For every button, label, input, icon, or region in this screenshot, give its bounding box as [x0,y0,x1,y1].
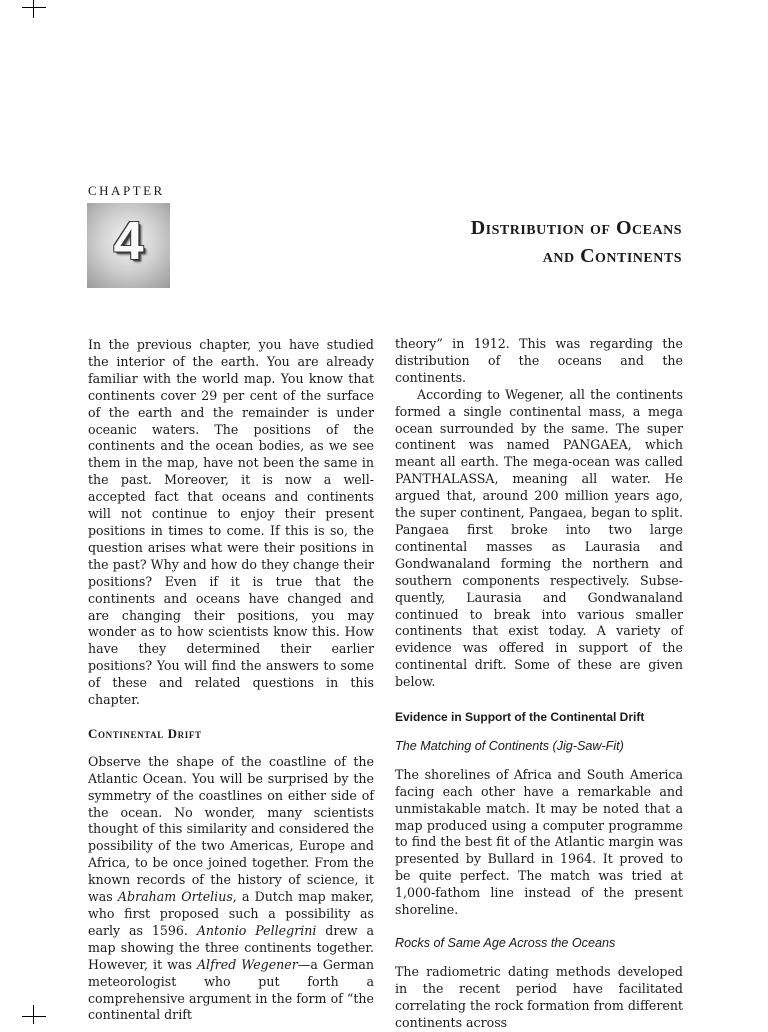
evidence-heading: Evidence in Support of the Continental Drift [395,710,645,725]
chapter-number: 4 [113,211,144,271]
crop-mark-top-left-horizontal [22,7,46,8]
chapter-label: CHAPTER [88,183,165,198]
jigsaw-paragraph: The shorelines of Africa and South America facing each other have a remarkable and unmistakable match. It may be noted that a map produced using a computer programme to find the best fit of the Atlantic margin was presented by Bullard in 1964. It proved to be quite perfect. The match was tried at 1,000-fathom line instead of the present shoreline. [395,766,683,918]
intro-paragraph: In the previous chapter, you have studied the interior of the earth. You are already familiar with the world map. You know that continents cover 29 per cent of the surface of the earth and the remainder is under oceanic waters. The positions of the continents and the ocean bodies, as we see them in the map, have not been the same in the past. Moreover, it is now a well-accepted fact that oceans and continents will not continue to enjoy their present positions in times to come. If this is so, the question arises what were their positions in the past? Why and how do they change their positions? Even if it is true that the continents and oceans have changed and are changing their positions, you may wonder as to how scientists know this. How have they determined their earlier positions? You will find the answers to some of these and related questions in this chapter. [88,337,374,708]
chapter-title-line1: Distribution of Oceans [470,217,682,239]
continued-paragraph: theory” in 1912. This was regarding the distribution of the oceans and the continents. [395,336,683,385]
drift-text-part1: Observe the shape of the coastline of the Atlantic Ocean. You will be surprised by the symmetry of the coastlines on either side of the ocean. No wonder, many scientists thought of this similarity and considered the possibility of the two Americas, Europe and Africa, to be once joined together. From the known records of the history of science, it was [88,753,374,905]
right-column [395,336,683,1032]
crop-mark-top-left-vertical [33,0,34,18]
name-abraham-ortelius: Abraham Ortelius [117,889,233,905]
chapter-title-line2: and Continents [542,245,682,267]
crop-mark-bottom-left-vertical [33,1005,34,1024]
section-heading-continental-drift: Continental Drift [88,725,202,741]
rocks-heading: Rocks of Same Age Across the Oceans [395,936,616,950]
chapter-title [471,214,682,270]
name-alfred-wegener: Alfred Wegener [196,956,298,972]
drift-text-part4: —a German meteorologist who put forth a comprehensive argument in the form of “the continental drift [88,956,375,1023]
wegener-paragraph: According to Wegener, all the continents formed a single continental mass, a mega ocean surrounded by the same. The super continent was named PANGAEA, which meant all earth. The mega-ocean was called PANTHALASSA, meaning all water. He argued that, around 200 million years ago, the super continent, Pangaea, began to split. Pangaea first broke into two large continental masses as Laurasia and Gondwanaland forming the northern and southern components respectively. Subse-quently, Laurasia and Gondwanaland continued to break into various smaller continents that exist today. A variety of evidence was offered in support of the continental drift. Some of these are given below. [395,386,683,690]
crop-mark-bottom-left-horizontal [22,1016,46,1017]
drift-text-part2: , a Dutch map maker, who first proposed such a possibility as early as 1596. [88,889,374,938]
chapter-number-badge [87,203,170,288]
left-column [88,337,374,1024]
rocks-paragraph: The radiometric dating methods developed in the recent period have facilitated correlating the rock formation from different continents across [395,963,683,1030]
jigsaw-heading: The Matching of Continents (Jig-Saw-Fit) [395,738,624,753]
name-antonio-pellegrini: Antonio Pellegrini [196,922,317,938]
continental-drift-paragraph [88,754,374,1025]
drift-text-part3: drew a map showing the three continents together. However, it was [88,922,374,972]
